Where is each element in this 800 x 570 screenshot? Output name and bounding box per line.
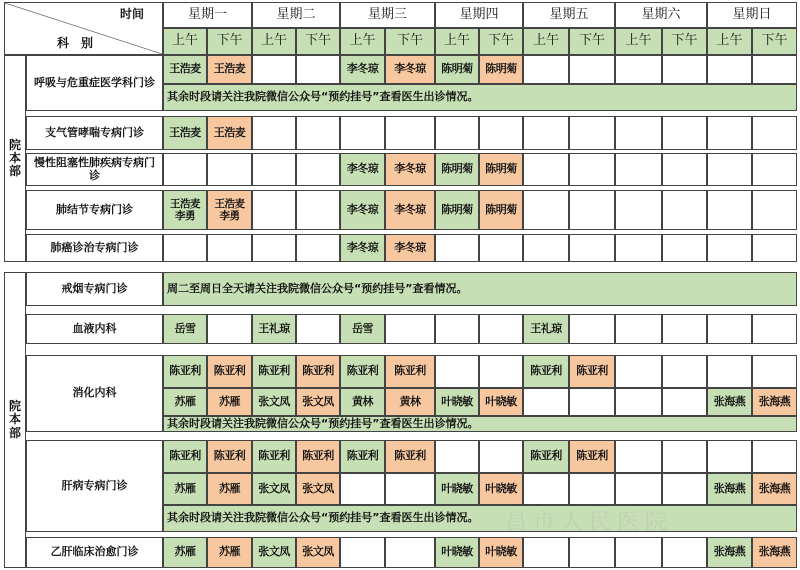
doctor-slot <box>479 314 523 344</box>
doctor-slot: 王浩麦 李勇 <box>207 190 252 230</box>
doctor-slot: 李冬琼 <box>340 55 385 84</box>
doctor-slot <box>435 116 479 150</box>
doctor-slot <box>752 234 797 262</box>
doctor-slot <box>662 153 707 186</box>
doctor-slot: 陈亚利 <box>340 355 385 388</box>
doctor-slot <box>296 55 340 84</box>
doctor-slot: 苏雁 <box>163 473 207 505</box>
doctor-slot <box>707 234 752 262</box>
doctor-slot: 陈亚利 <box>569 440 615 473</box>
doctor-slot <box>707 355 752 388</box>
department-name: 消化内科 <box>26 355 163 432</box>
doctor-slot <box>615 355 662 388</box>
slot-header: 上午 <box>435 28 479 55</box>
doctor-slot: 王浩麦 <box>163 55 207 84</box>
slot-header: 上午 <box>615 28 662 55</box>
doctor-slot: 陈明菊 <box>435 190 479 230</box>
doctor-slot: 陈明菊 <box>479 55 523 84</box>
doctor-slot <box>296 190 340 230</box>
doctor-slot <box>296 153 340 186</box>
doctor-slot: 王浩麦 李勇 <box>163 190 207 230</box>
doctor-slot: 陈明菊 <box>435 55 479 84</box>
doctor-slot <box>615 234 662 262</box>
doctor-slot <box>385 473 435 505</box>
doctor-slot <box>569 190 615 230</box>
doctor-slot <box>523 55 569 84</box>
doctor-slot <box>569 314 615 344</box>
doctor-slot: 陈亚利 <box>385 355 435 388</box>
doctor-slot: 陈明菊 <box>479 153 523 186</box>
doctor-slot <box>252 190 296 230</box>
doctor-slot: 李冬琼 <box>340 190 385 230</box>
doctor-slot: 张文凤 <box>296 473 340 505</box>
doctor-slot <box>615 314 662 344</box>
doctor-slot: 陈亚利 <box>340 440 385 473</box>
doctor-slot <box>662 55 707 84</box>
doctor-slot <box>479 234 523 262</box>
doctor-slot: 陈亚利 <box>163 440 207 473</box>
day-header: 星期五 <box>523 2 615 28</box>
doctor-slot: 苏雁 <box>207 388 252 416</box>
doctor-slot: 陈亚利 <box>523 355 569 388</box>
doctor-slot <box>523 537 569 568</box>
doctor-slot <box>615 153 662 186</box>
doctor-slot: 王浩麦 <box>207 55 252 84</box>
slot-header: 上午 <box>523 28 569 55</box>
doctor-slot <box>340 473 385 505</box>
doctor-slot <box>615 388 662 416</box>
department-name: 肺癌诊治专病门诊 <box>26 234 163 262</box>
doctor-slot <box>752 153 797 186</box>
doctor-slot <box>662 116 707 150</box>
doctor-slot <box>523 116 569 150</box>
doctor-slot <box>435 355 479 388</box>
doctor-slot: 叶晓敏 <box>435 388 479 416</box>
department-name: 支气管哮喘专病门诊 <box>26 116 163 150</box>
day-header: 星期六 <box>615 2 707 28</box>
department-name: 戒烟专病门诊 <box>26 272 163 306</box>
notice-text: 其余时段请关注我院微信公众号“预约挂号”查看医生出诊情况。 <box>163 416 797 432</box>
doctor-slot <box>662 473 707 505</box>
doctor-slot: 李冬琼 <box>385 55 435 84</box>
doctor-slot: 李冬琼 <box>385 234 435 262</box>
doctor-slot: 张海燕 <box>707 473 752 505</box>
section-label: 院本部 <box>4 55 26 262</box>
doctor-slot: 王浩麦 <box>207 116 252 150</box>
doctor-slot <box>163 153 207 186</box>
doctor-slot <box>662 190 707 230</box>
slot-header: 下午 <box>569 28 615 55</box>
doctor-slot <box>752 440 797 473</box>
slot-header: 下午 <box>662 28 707 55</box>
slot-header: 上午 <box>340 28 385 55</box>
doctor-slot: 张海燕 <box>752 388 797 416</box>
slot-header: 下午 <box>207 28 252 55</box>
doctor-slot: 张海燕 <box>707 537 752 568</box>
doctor-slot: 陈亚利 <box>296 355 340 388</box>
doctor-slot: 黄林 <box>340 388 385 416</box>
doctor-slot: 苏雁 <box>163 388 207 416</box>
doctor-slot <box>385 314 435 344</box>
doctor-slot: 陈亚利 <box>207 355 252 388</box>
day-header: 星期二 <box>252 2 340 28</box>
doctor-slot <box>385 537 435 568</box>
doctor-slot <box>296 314 340 344</box>
doctor-slot <box>479 440 523 473</box>
doctor-slot <box>523 190 569 230</box>
doctor-slot: 叶晓敏 <box>479 473 523 505</box>
doctor-slot: 李冬琼 <box>340 153 385 186</box>
doctor-slot <box>252 55 296 84</box>
slot-header: 下午 <box>752 28 797 55</box>
slot-header: 下午 <box>479 28 523 55</box>
doctor-slot <box>569 234 615 262</box>
doctor-slot: 张文凤 <box>296 537 340 568</box>
doctor-slot <box>252 153 296 186</box>
doctor-slot <box>340 537 385 568</box>
doctor-slot <box>523 153 569 186</box>
department-name: 呼吸与危重症医学科门诊 <box>26 55 163 111</box>
slot-header: 上午 <box>252 28 296 55</box>
doctor-slot <box>523 473 569 505</box>
doctor-slot <box>752 116 797 150</box>
section-label: 院本部 <box>4 272 26 568</box>
doctor-slot: 张文凤 <box>252 473 296 505</box>
doctor-slot <box>523 234 569 262</box>
doctor-slot <box>615 190 662 230</box>
doctor-slot <box>435 234 479 262</box>
doctor-slot <box>615 537 662 568</box>
doctor-slot <box>207 153 252 186</box>
doctor-slot: 王浩麦 <box>163 116 207 150</box>
doctor-slot: 张海燕 <box>707 388 752 416</box>
doctor-slot <box>615 116 662 150</box>
doctor-slot <box>707 190 752 230</box>
doctor-slot <box>479 355 523 388</box>
day-header: 星期四 <box>435 2 523 28</box>
doctor-slot <box>662 314 707 344</box>
doctor-slot <box>615 440 662 473</box>
department-name: 慢性阻塞性肺疾病专病门诊 <box>26 153 163 186</box>
department-name: 血液内科 <box>26 314 163 344</box>
doctor-slot <box>435 440 479 473</box>
doctor-slot <box>752 190 797 230</box>
doctor-slot <box>662 234 707 262</box>
time-header-label: 时间 <box>120 7 145 21</box>
doctor-slot: 陈亚利 <box>569 355 615 388</box>
doctor-slot: 张文凤 <box>252 537 296 568</box>
doctor-slot: 黄林 <box>385 388 435 416</box>
doctor-slot: 岳雪 <box>163 314 207 344</box>
doctor-slot <box>662 537 707 568</box>
doctor-slot <box>435 314 479 344</box>
doctor-slot: 张海燕 <box>752 537 797 568</box>
doctor-slot <box>569 537 615 568</box>
doctor-slot: 陈亚利 <box>385 440 435 473</box>
doctor-slot: 王礼琼 <box>252 314 296 344</box>
doctor-slot <box>615 473 662 505</box>
doctor-slot: 李冬琼 <box>340 234 385 262</box>
doctor-slot <box>662 440 707 473</box>
doctor-slot <box>752 355 797 388</box>
doctor-slot <box>569 473 615 505</box>
doctor-slot: 陈亚利 <box>207 440 252 473</box>
doctor-slot <box>252 116 296 150</box>
doctor-slot <box>569 388 615 416</box>
corner-header <box>4 2 163 55</box>
doctor-slot: 陈亚利 <box>252 355 296 388</box>
doctor-slot <box>523 388 569 416</box>
slot-header: 上午 <box>163 28 207 55</box>
doctor-slot <box>296 116 340 150</box>
doctor-slot: 苏雁 <box>163 537 207 568</box>
notice-text: 其余时段请关注我院微信公众号“预约挂号”查看医生出诊情况。 <box>163 84 797 111</box>
doctor-slot: 陈亚利 <box>523 440 569 473</box>
doctor-slot <box>752 55 797 84</box>
doctor-slot: 叶晓敏 <box>479 537 523 568</box>
notice-text: 其余时段请关注我院微信公众号“预约挂号”查看医生出诊情况。 <box>163 505 797 532</box>
doctor-slot <box>207 314 252 344</box>
doctor-slot <box>296 234 340 262</box>
doctor-slot <box>163 234 207 262</box>
doctor-slot <box>385 116 435 150</box>
doctor-slot <box>207 234 252 262</box>
doctor-slot <box>707 116 752 150</box>
department-name: 肝病专病门诊 <box>26 440 163 532</box>
dept-header-label: 科 别 <box>57 36 94 50</box>
doctor-slot: 苏雁 <box>207 473 252 505</box>
doctor-slot: 苏雁 <box>207 537 252 568</box>
doctor-slot <box>479 116 523 150</box>
doctor-slot: 陈亚利 <box>163 355 207 388</box>
doctor-slot <box>707 440 752 473</box>
doctor-slot: 叶晓敏 <box>435 537 479 568</box>
doctor-slot: 叶晓敏 <box>435 473 479 505</box>
doctor-slot <box>662 355 707 388</box>
doctor-slot <box>252 234 296 262</box>
doctor-slot <box>615 55 662 84</box>
doctor-slot: 李冬琼 <box>385 190 435 230</box>
doctor-slot: 李冬琼 <box>385 153 435 186</box>
slot-header: 下午 <box>296 28 340 55</box>
day-header: 星期日 <box>707 2 797 28</box>
doctor-slot <box>752 314 797 344</box>
doctor-slot <box>707 55 752 84</box>
notice-text: 周二至周日全天请关注我院微信公众号“预约挂号”查看情况。 <box>163 272 797 306</box>
slot-header: 下午 <box>385 28 435 55</box>
department-name: 肺结节专病门诊 <box>26 190 163 230</box>
doctor-slot: 张海燕 <box>752 473 797 505</box>
doctor-slot <box>707 153 752 186</box>
day-header: 星期一 <box>163 2 252 28</box>
slot-header: 上午 <box>707 28 752 55</box>
doctor-slot <box>707 314 752 344</box>
watermark-text: 昌市人民医院 <box>505 510 674 535</box>
doctor-slot: 岳雪 <box>340 314 385 344</box>
doctor-slot: 陈明菊 <box>479 190 523 230</box>
doctor-slot: 陈亚利 <box>252 440 296 473</box>
doctor-slot <box>569 116 615 150</box>
doctor-slot <box>662 388 707 416</box>
doctor-slot <box>569 153 615 186</box>
doctor-slot: 陈明菊 <box>435 153 479 186</box>
doctor-slot: 张文凤 <box>252 388 296 416</box>
department-name: 乙肝临床治愈门诊 <box>26 537 163 568</box>
day-header: 星期三 <box>340 2 435 28</box>
doctor-slot: 陈亚利 <box>296 440 340 473</box>
doctor-slot: 王礼琼 <box>523 314 569 344</box>
doctor-slot <box>340 116 385 150</box>
doctor-slot <box>569 55 615 84</box>
doctor-slot: 叶晓敏 <box>479 388 523 416</box>
doctor-slot: 张文凤 <box>296 388 340 416</box>
